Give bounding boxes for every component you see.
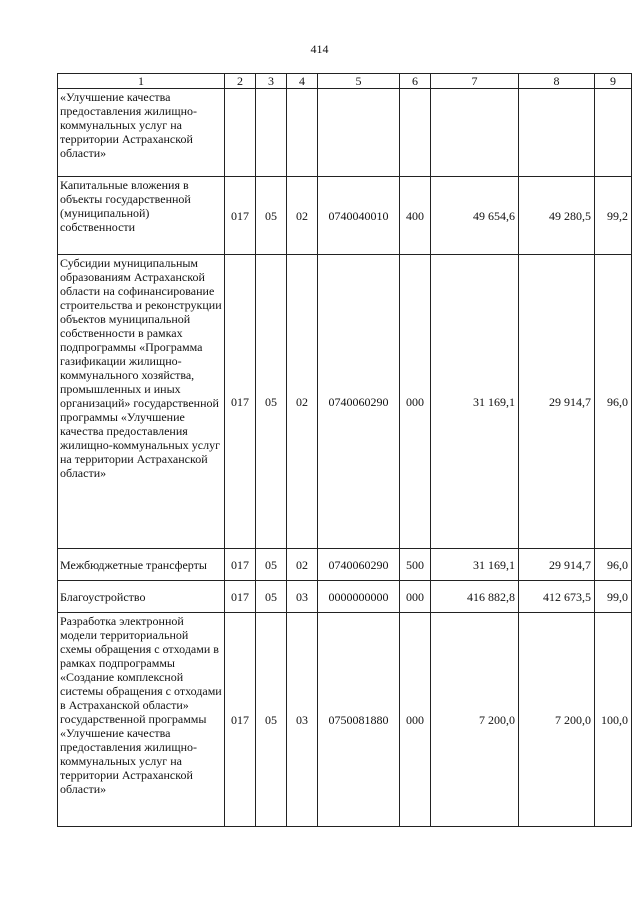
cell-c8: 29 914,7 [519,549,595,581]
cell-c3: 05 [256,177,287,255]
cell-c6: 000 [400,255,431,549]
row-name: Субсидии муниципальным образованиям Астраханской области на софинансирование строительства и реконструкции объектов муниципальной собственности в рамках подпрограммы «Программа газификации жилищно-коммунального хозяйства, промышленных и иных организаций» государственной программы «Улучшение качества предоставления жилищно-коммунальных услуг на территории Астраханской области» [58,255,225,549]
cell-c5 [318,89,400,177]
row-name: Капитальные вложения в объекты государственной (муниципальной) собственности [58,177,225,255]
cell-c9: 99,0 [595,581,632,613]
cell-c5: 0750081880 [318,613,400,827]
cell-c4: 02 [287,255,318,549]
cell-c7: 7 200,0 [431,613,519,827]
cell-c8: 29 914,7 [519,255,595,549]
cell-c7: 416 882,8 [431,581,519,613]
column-header: 1 [58,74,225,89]
cell-c7: 49 654,6 [431,177,519,255]
cell-c5: 0740040010 [318,177,400,255]
cell-c8 [519,89,595,177]
column-header: 5 [318,74,400,89]
table-row [58,255,632,549]
table-row [58,89,632,177]
cell-c2: 017 [225,177,256,255]
cell-c6: 000 [400,581,431,613]
cell-c3: 05 [256,581,287,613]
column-header: 6 [400,74,431,89]
cell-c4: 03 [287,613,318,827]
cell-c8: 412 673,5 [519,581,595,613]
row-name: Разработка электронной модели территориальной схемы обращения с отходами в рамках подпрограммы «Создание комплексной системы обращения с отходами в Астраханской области» государственной программы «Улучшение качества предоставления жилищно-коммунальных услуг на территории Астраханской области» [58,613,225,827]
cell-c6: 000 [400,613,431,827]
cell-c2: 017 [225,581,256,613]
cell-c5: 0000000000 [318,581,400,613]
cell-c4: 02 [287,177,318,255]
cell-c2: 017 [225,613,256,827]
cell-c3: 05 [256,549,287,581]
budget-table [57,73,632,827]
cell-c3: 05 [256,255,287,549]
cell-c4: 02 [287,549,318,581]
column-header: 2 [225,74,256,89]
column-header: 4 [287,74,318,89]
column-header: 3 [256,74,287,89]
cell-c6: 500 [400,549,431,581]
cell-c7: 31 169,1 [431,549,519,581]
cell-c9: 99,2 [595,177,632,255]
cell-c3 [256,89,287,177]
cell-c7: 31 169,1 [431,255,519,549]
row-name: Межбюджетные трансферты [58,549,225,581]
cell-c2: 017 [225,255,256,549]
cell-c8: 49 280,5 [519,177,595,255]
cell-c3: 05 [256,613,287,827]
column-header: 8 [519,74,595,89]
row-name: Благоустройство [58,581,225,613]
table-row [58,177,632,255]
cell-c4 [287,89,318,177]
cell-c2: 017 [225,549,256,581]
cell-c6 [400,89,431,177]
cell-c6: 400 [400,177,431,255]
table-row [58,581,632,613]
table-header-row [58,74,632,89]
table-row [58,613,632,827]
column-header: 9 [595,74,632,89]
cell-c9: 100,0 [595,613,632,827]
cell-c4: 03 [287,581,318,613]
cell-c8: 7 200,0 [519,613,595,827]
table-row [58,549,632,581]
cell-c9: 96,0 [595,549,632,581]
cell-c9: 96,0 [595,255,632,549]
cell-c5: 0740060290 [318,549,400,581]
cell-c9 [595,89,632,177]
cell-c7 [431,89,519,177]
column-header: 7 [431,74,519,89]
page-number: 414 [310,42,329,56]
cell-c2 [225,89,256,177]
row-name: «Улучшение качества предоставления жилищно-коммунальных услуг на территории Астраханской области» [58,89,225,177]
cell-c5: 0740060290 [318,255,400,549]
